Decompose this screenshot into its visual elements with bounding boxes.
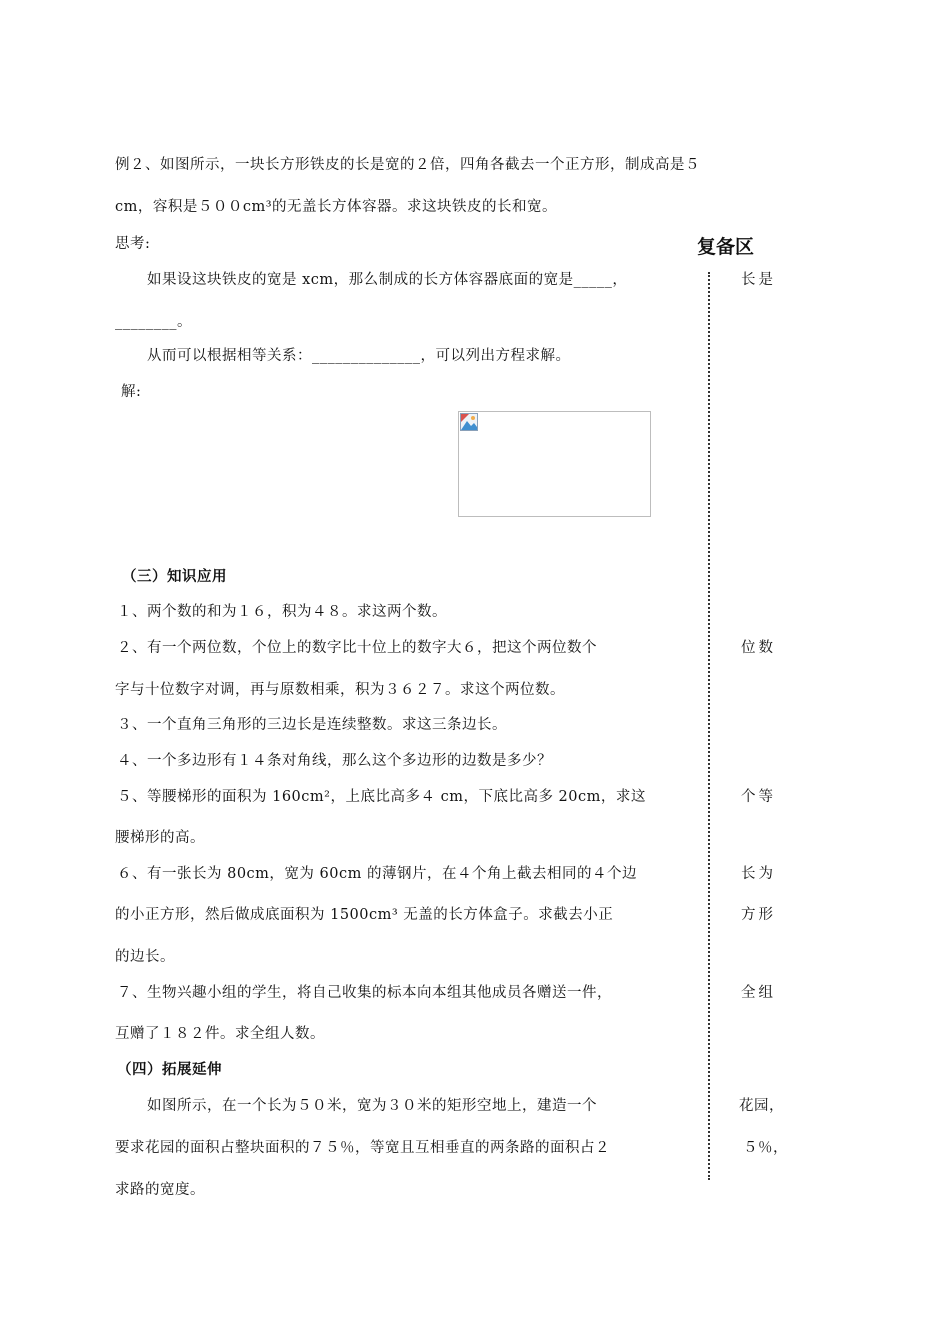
sidebar-divider xyxy=(708,272,710,1180)
broken-image-icon xyxy=(460,413,478,431)
sidebar-note: 长为 xyxy=(741,866,776,882)
list-item: ５、等腰梯形的面积为 160cm²，上底比高多４ cm，下底比高多 20cm，求这 xyxy=(117,789,646,805)
section3-title: （三）知识应用 xyxy=(122,568,227,585)
list-item: ７、生物兴趣小组的学生，将自己收集的标本向本组其他成员各赠送一件， xyxy=(117,985,612,1001)
list-item: ３、一个直角三角形的三边长是连续整数。求这三条边长。 xyxy=(117,717,507,733)
list-item: 腰梯形的高。 xyxy=(115,830,205,846)
figure-image xyxy=(458,411,651,517)
think-line-1b: ________。 xyxy=(115,314,192,330)
list-item: １、两个数的和为１６，积为４８。求这两个数。 xyxy=(117,604,447,620)
section4-title: （四）拓展延伸 xyxy=(117,1061,222,1078)
sidebar-note: 位数 xyxy=(741,640,776,656)
list-item: ２、有一个两位数，个位上的数字比十位上的数字大６，把这个两位数个 xyxy=(117,640,597,656)
list-item: ６、有一张长为 80cm，宽为 60cm 的薄钢片，在４个角上截去相同的４个边 xyxy=(117,866,637,882)
section4-line: 求路的宽度。 xyxy=(115,1182,205,1198)
list-item: 字与十位数字对调，再与原数相乘，积为３６２７。求这个两位数。 xyxy=(115,682,565,698)
think-label: 思考: xyxy=(115,236,151,252)
list-item: 的边长。 xyxy=(115,949,175,965)
sidebar-note: 长是 xyxy=(741,272,776,288)
example-line-1: 例２、如图所示，一块长方形铁皮的长是宽的２倍，四角各截去一个正方形，制成高是５ xyxy=(115,157,700,173)
think-line-1: 如果设这块铁皮的宽是 xcm，那么制成的长方体容器底面的宽是_____， xyxy=(147,272,628,288)
sidebar-note: 方形 xyxy=(741,907,776,923)
think-line-2: 从而可以根据相等关系：______________，可以列出方程求解。 xyxy=(147,348,571,364)
solve-label: 解: xyxy=(121,384,142,400)
list-item: 互赠了１８２件。求全组人数。 xyxy=(115,1026,325,1042)
example-line-2: cm，容积是５００cm³的无盖长方体容器。求这块铁皮的长和宽。 xyxy=(115,199,558,215)
sidebar-note: 个等 xyxy=(741,789,776,805)
list-item: ４、一个多边形有１４条对角线，那么这个多边形的边数是多少？ xyxy=(117,753,552,769)
section4-line: 要求花园的面积占整块面积的７５％，等宽且互相垂直的两条路的面积占２ xyxy=(115,1140,610,1156)
sidebar-note: 全组 xyxy=(741,985,776,1001)
list-item: 的小正方形，然后做成底面积为 1500cm³ 无盖的长方体盒子。求截去小正 xyxy=(115,907,614,923)
sidebar-note: 花园， xyxy=(739,1098,784,1114)
section4-line: 如图所示，在一个长为５０米，宽为３０米的矩形空地上，建造一个 xyxy=(147,1098,597,1114)
sidebar-title: 复备区 xyxy=(697,236,755,258)
sidebar-note: ５％， xyxy=(743,1140,788,1156)
